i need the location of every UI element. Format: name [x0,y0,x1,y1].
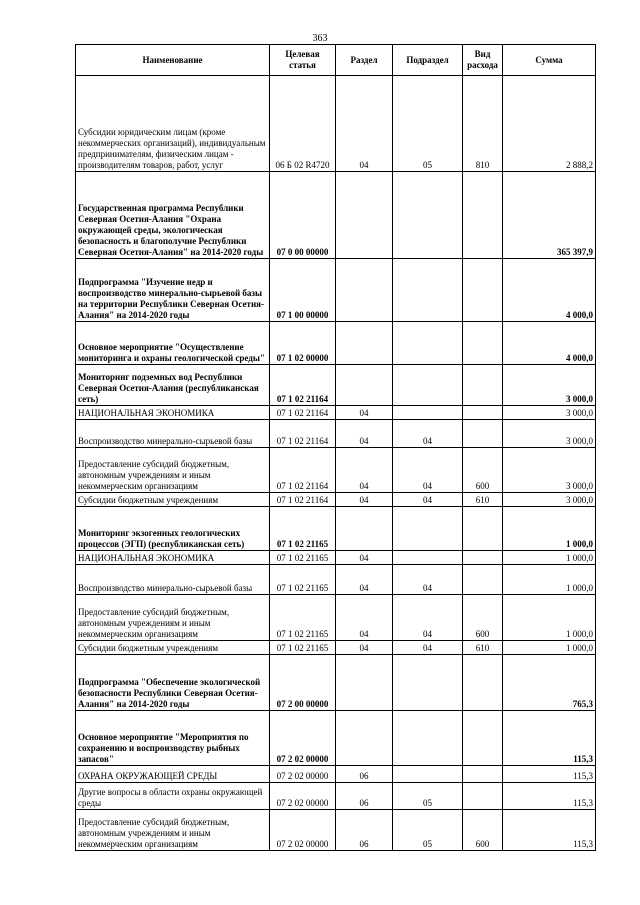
row-subsection [393,406,463,420]
row-subsection: 04 [393,420,463,448]
header-expense-kind: Вид расхода [463,45,503,76]
row-section [336,259,393,322]
header-sum: Сумма [503,45,596,76]
row-section [336,172,393,259]
row-name: Воспроизводство минерально-сырьевой базы [76,420,270,448]
row-section: 04 [336,595,393,641]
row-expense-kind [463,420,503,448]
row-name: Предоставление субсидий бюджетным, автономным учреждениям и иным некоммерческим организациям [76,595,270,641]
row-name: Субсидии бюджетным учреждениям [76,641,270,655]
table-body [76,76,596,851]
row-expense-kind [463,551,503,565]
row-name: Предоставление субсидий бюджетным, автономным учреждениям и иным некоммерческим организациям [76,810,270,851]
row-target-article: 07 1 02 21165 [270,565,336,595]
row-sum: 4 000,0 [503,259,596,322]
row-sum: 765,3 [503,655,596,711]
row-section: 06 [336,766,393,783]
row-section: 04 [336,76,393,172]
row-name: Субсидии бюджетным учреждениям [76,493,270,507]
row-subsection [393,551,463,565]
table-row [76,172,596,259]
row-name: Другие вопросы в области охраны окружающей среды [76,783,270,810]
table-row [76,507,596,551]
table-row [76,783,596,810]
row-sum: 365 397,9 [503,172,596,259]
table-row [76,766,596,783]
row-section: 04 [336,406,393,420]
row-section: 04 [336,448,393,493]
row-name: Государственная программа Республики Северная Осетия-Алания "Охрана окружающей среды, экологическая безопасность и благополучие Республики Северная Осетия-Алания" на 2014-2020 годы [76,172,270,259]
row-section [336,655,393,711]
row-name: Мониторинг экзогенных геологических процессов (ЭГП) (республиканская сеть) [76,507,270,551]
row-expense-kind [463,507,503,551]
table-row [76,420,596,448]
row-section [336,322,393,365]
row-expense-kind [463,365,503,406]
row-target-article: 07 1 02 21165 [270,595,336,641]
row-expense-kind: 600 [463,595,503,641]
row-section: 04 [336,493,393,507]
row-name: ОХРАНА ОКРУЖАЮЩЕЙ СРЕДЫ [76,766,270,783]
row-sum: 115,3 [503,783,596,810]
row-section: 04 [336,641,393,655]
row-expense-kind [463,783,503,810]
table-row [76,365,596,406]
table-row [76,655,596,711]
row-target-article: 07 1 00 00000 [270,259,336,322]
table-row [76,810,596,851]
row-subsection [393,172,463,259]
table-row [76,406,596,420]
row-sum: 115,3 [503,766,596,783]
row-target-article: 07 2 00 00000 [270,655,336,711]
budget-table [75,44,596,851]
row-subsection [393,711,463,766]
row-subsection: 04 [393,641,463,655]
table-header-row [76,45,596,76]
row-subsection: 04 [393,493,463,507]
row-target-article: 07 1 02 21165 [270,551,336,565]
row-sum: 3 000,0 [503,493,596,507]
row-sum: 3 000,0 [503,448,596,493]
row-target-article: 07 1 02 21164 [270,365,336,406]
row-subsection: 04 [393,565,463,595]
row-target-article: 07 1 02 21165 [270,641,336,655]
row-expense-kind [463,259,503,322]
row-target-article: 07 1 02 21164 [270,420,336,448]
header-subsection: Подраздел [393,45,463,76]
row-target-article: 07 2 02 00000 [270,711,336,766]
row-expense-kind [463,322,503,365]
row-subsection: 04 [393,448,463,493]
row-section: 04 [336,551,393,565]
row-expense-kind: 610 [463,493,503,507]
table-row [76,322,596,365]
row-section [336,365,393,406]
row-section [336,711,393,766]
row-name: Предоставление субсидий бюджетным, автономным учреждениям и иным некоммерческим организациям [76,448,270,493]
row-sum: 1 000,0 [503,507,596,551]
header-section: Раздел [336,45,393,76]
header-name: Наименование [76,45,270,76]
row-subsection [393,259,463,322]
row-target-article: 07 1 02 21165 [270,507,336,551]
table-row [76,448,596,493]
row-subsection [393,655,463,711]
row-sum: 115,3 [503,711,596,766]
row-name: Мониторинг подземных вод Республики Северная Осетия-Алания (республиканская сеть) [76,365,270,406]
row-name: Подпрограмма "Обеспечение экологической безопасности Республики Северная Осетия-Алания" на 2014-2020 годы [76,655,270,711]
row-subsection: 04 [393,595,463,641]
row-expense-kind [463,406,503,420]
row-subsection [393,322,463,365]
table-row [76,551,596,565]
row-target-article: 06 Б 02 R4720 [270,76,336,172]
row-section [336,507,393,551]
row-name: НАЦИОНАЛЬНАЯ ЭКОНОМИКА [76,406,270,420]
table-row [76,493,596,507]
row-name: Воспроизводство минерально-сырьевой базы [76,565,270,595]
row-subsection [393,507,463,551]
row-sum: 1 000,0 [503,641,596,655]
row-expense-kind [463,655,503,711]
row-expense-kind: 600 [463,448,503,493]
row-expense-kind [463,565,503,595]
row-sum: 1 000,0 [503,595,596,641]
row-expense-kind: 600 [463,810,503,851]
row-name: Основное мероприятие "Мероприятия по сохранению и воспроизводству рыбных запасов" [76,711,270,766]
row-name: Подпрограмма "Изучение недр и воспроизводство минерально-сырьевой базы на территории Республики Северная Осетия-Алания" на 2014-2020 годы [76,259,270,322]
table-row [76,711,596,766]
row-target-article: 07 2 02 00000 [270,766,336,783]
row-sum: 1 000,0 [503,565,596,595]
row-sum: 3 000,0 [503,406,596,420]
row-target-article: 07 2 02 00000 [270,810,336,851]
row-subsection: 05 [393,783,463,810]
row-target-article: 07 0 00 00000 [270,172,336,259]
row-target-article: 07 1 02 21164 [270,493,336,507]
row-section: 06 [336,783,393,810]
row-sum: 2 888,2 [503,76,596,172]
row-name: НАЦИОНАЛЬНАЯ ЭКОНОМИКА [76,551,270,565]
row-expense-kind: 810 [463,76,503,172]
header-target-article: Целевая статья [270,45,336,76]
row-name: Субсидии юридическим лицам (кроме некоммерческих организаций), индивидуальным предпринимателям, физическим лицам - производителям товаров, работ, услуг [76,76,270,172]
row-sum: 3 000,0 [503,420,596,448]
row-section: 06 [336,810,393,851]
row-expense-kind [463,711,503,766]
row-subsection: 05 [393,76,463,172]
row-expense-kind: 610 [463,641,503,655]
table-row [76,76,596,172]
row-expense-kind [463,172,503,259]
row-subsection [393,365,463,406]
row-sum: 115,3 [503,810,596,851]
row-target-article: 07 1 02 00000 [270,322,336,365]
table-row [76,565,596,595]
row-subsection [393,766,463,783]
row-section: 04 [336,565,393,595]
row-target-article: 07 1 02 21164 [270,448,336,493]
row-expense-kind [463,766,503,783]
row-sum: 4 000,0 [503,322,596,365]
row-section: 04 [336,420,393,448]
row-target-article: 07 1 02 21164 [270,406,336,420]
row-subsection: 05 [393,810,463,851]
row-sum: 3 000,0 [503,365,596,406]
table-row [76,641,596,655]
table-row [76,595,596,641]
table-row [76,259,596,322]
page-number: 363 [312,33,328,44]
row-name: Основное мероприятие "Осуществление мониторинга и охраны геологической среды" [76,322,270,365]
row-sum: 1 000,0 [503,551,596,565]
row-target-article: 07 2 02 00000 [270,783,336,810]
